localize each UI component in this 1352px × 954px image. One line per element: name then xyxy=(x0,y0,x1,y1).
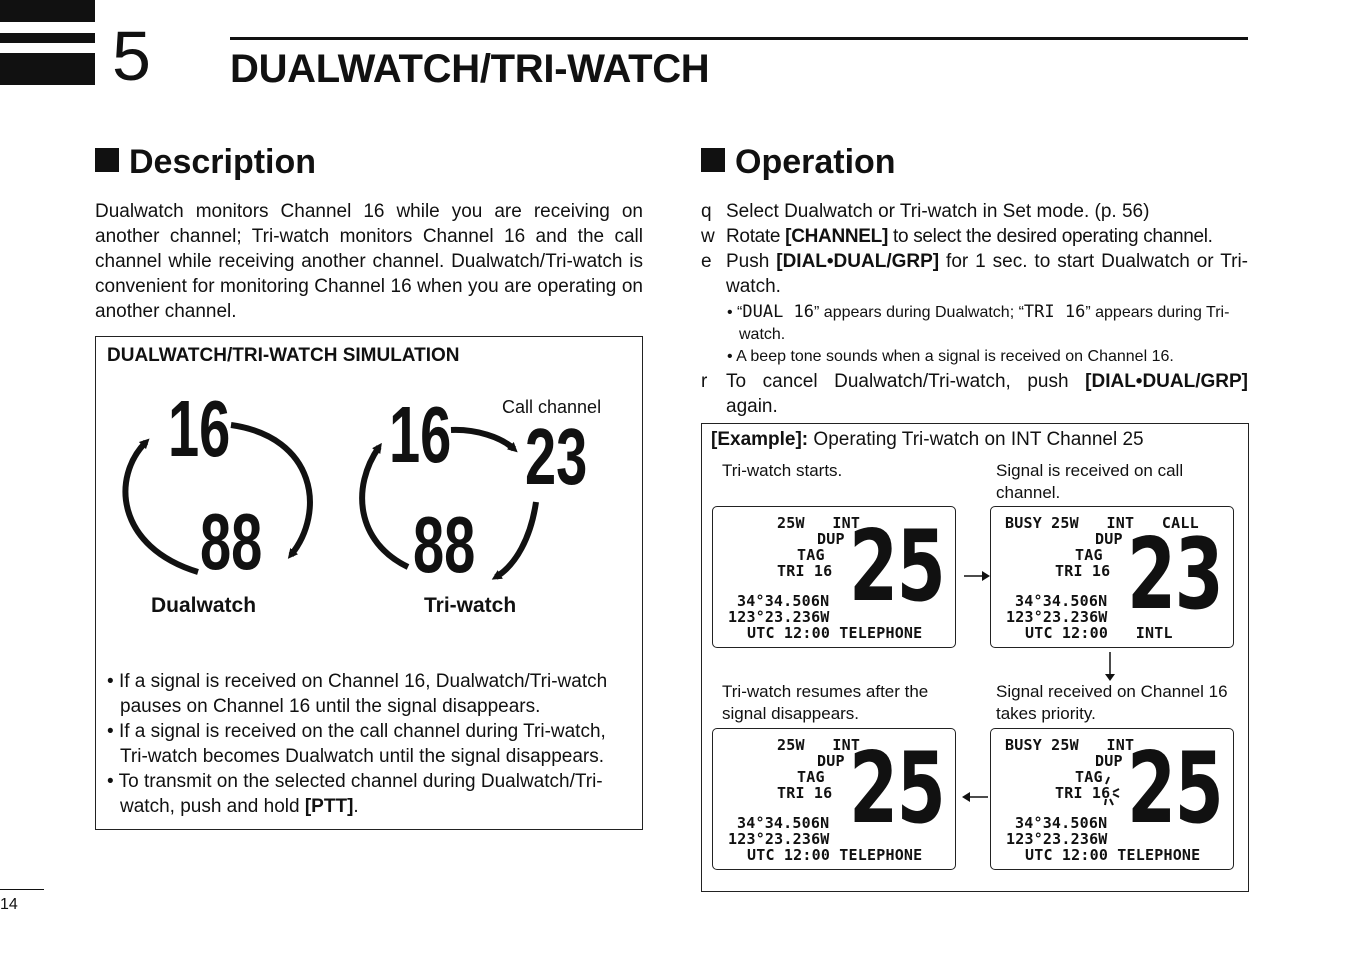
description-heading-text: Description xyxy=(129,143,317,181)
lcd-line: TRI 16 xyxy=(777,784,833,802)
step-2-number: w xyxy=(701,226,715,247)
operation-steps xyxy=(701,199,1248,419)
note-item: • If a signal is received on the call channel during Tri-watch, Tri-watch becomes Dualwatch until the signal disappears. xyxy=(107,721,606,767)
note-text: If a signal is received on Channel 16, Dualwatch/Tri-watch pauses on Channel 16 until the signal disappears. xyxy=(118,671,608,717)
dial-dual-key: [DIAL•DUAL/GRP] xyxy=(776,251,940,272)
page-number-rule xyxy=(0,889,44,890)
lcd-line: 34°34.506N xyxy=(1015,592,1108,610)
example-label: [Example]: xyxy=(711,429,809,450)
chapter-number: 5 xyxy=(112,17,151,95)
call-channel-label: Call channel xyxy=(502,397,602,417)
lcd-line: 34°34.506N xyxy=(737,814,830,832)
lcd-line: TRI 16 xyxy=(777,562,833,580)
step-1-text: Select Dualwatch or Tri-watch in Set mode. (p. 56) xyxy=(726,201,1150,222)
page-number: 14 xyxy=(0,896,18,913)
example-title-text: Operating Tri-watch on INT Channel 25 xyxy=(808,429,1144,450)
tri-arrow-top xyxy=(451,430,514,449)
example-box xyxy=(701,423,1249,892)
lcd-line: UTC 12:00 TELEPHONE xyxy=(747,624,923,642)
note-text: ” appears during Dualwatch; “ xyxy=(814,304,1024,321)
caption-1: Tri-watch starts. xyxy=(722,461,843,480)
chapter-rule xyxy=(230,37,1248,40)
dual-channel-88: 88 xyxy=(200,497,263,586)
example-flow-arrows xyxy=(702,424,1248,891)
lcd-line: 123°23.236W xyxy=(728,608,830,626)
note-text: ” appears during Tri-watch. xyxy=(739,304,1230,343)
step-3-note-1 xyxy=(701,301,1248,346)
step-3-number: e xyxy=(701,251,712,272)
description-heading xyxy=(95,142,316,182)
note-text: To transmit on the selected channel during Dualwatch/Tri-watch, push and hold xyxy=(118,771,603,817)
simulation-title: DUALWATCH/TRI-WATCH SIMULATION xyxy=(107,345,460,366)
description-body: Dualwatch monitors Channel 16 while you are receiving on another channel; Tri-watch monitors Channel 16 and the call channel while receiving another channel. Dualwatch/Tri-watch is convenient for monitoring Channel 16 when you are operating on another channel. xyxy=(95,201,643,322)
lcd-channel-number: 25 xyxy=(849,732,945,846)
tri-channel-16: 16 xyxy=(389,390,452,479)
lcd-line: 34°34.506N xyxy=(737,592,830,610)
step-3 xyxy=(701,249,1248,299)
section-square-icon xyxy=(95,148,119,172)
lcd-channel-number: 25 xyxy=(1127,732,1223,846)
step-3-text-end: for 1 sec. to start Dualwatch or Tri-watch. xyxy=(726,251,1248,297)
lcd-line: 123°23.236W xyxy=(1006,830,1108,848)
step-4-number: r xyxy=(701,371,708,392)
caption-2: Signal is received on call channel. xyxy=(996,461,1184,502)
step-1-number: q xyxy=(701,201,712,222)
lcd-line: DUP xyxy=(817,530,845,548)
step-4 xyxy=(701,369,1248,419)
lcd-line: 25W INT xyxy=(777,736,861,754)
lcd-line: UTC 12:00 TELEPHONE xyxy=(747,846,923,864)
lcd-line: TAG xyxy=(1075,768,1103,786)
tri-arrow-right xyxy=(496,502,536,577)
step-3-note-2: • A beep tone sounds when a signal is received on Channel 16. xyxy=(727,348,1174,365)
simulation-box xyxy=(95,336,643,830)
operation-heading-text: Operation xyxy=(735,143,896,181)
step-4-text: To cancel Dualwatch/Tri-watch, push xyxy=(726,371,1086,392)
simulation-notes xyxy=(107,669,635,819)
lcd-line: DUP xyxy=(817,752,845,770)
lcd-line: TAG xyxy=(1075,546,1103,564)
lcd-channel-number: 23 xyxy=(1127,518,1223,632)
lcd-tri-16: TRI 16 xyxy=(1023,302,1086,322)
lcd-line: 123°23.236W xyxy=(728,830,830,848)
lcd-line: DUP xyxy=(1095,752,1123,770)
lcd-line: BUSY 25W INT CALL xyxy=(1005,514,1199,532)
lcd-line: TRI 16 xyxy=(1055,784,1111,802)
operation-heading xyxy=(701,142,896,182)
step-2-text-end: to select the desired operating channel. xyxy=(888,226,1213,247)
flow-arrowhead-down xyxy=(1105,674,1115,681)
lcd-line: BUSY 25W INT xyxy=(1005,736,1135,754)
lcd-channel-number: 25 xyxy=(849,510,945,624)
triwatch-label: Tri-watch xyxy=(424,594,517,617)
chapter-tab-bar-top xyxy=(0,0,95,22)
note-text: • “ xyxy=(727,304,743,321)
step-3-text: Push xyxy=(726,251,777,272)
lcd-line: 25W INT xyxy=(777,514,861,532)
lcd-line: 123°23.236W xyxy=(1006,608,1108,626)
dial-dual-key: [DIAL•DUAL/GRP] xyxy=(1085,371,1248,392)
step-1 xyxy=(701,199,1248,224)
flow-arrowhead-left xyxy=(962,792,970,802)
lcd-line: TRI 16 xyxy=(1055,562,1111,580)
step-4-text-end: again. xyxy=(726,396,778,417)
channel-key: [CHANNEL] xyxy=(785,226,889,247)
chapter-tab-bar-bottom xyxy=(0,53,95,85)
note-text: If a signal is received on the call channel during Tri-watch, Tri-watch becomes Dualwatch until the signal disappears. xyxy=(118,721,606,767)
lcd-line: UTC 12:00 INTL xyxy=(1025,624,1173,642)
step-2 xyxy=(701,224,1248,249)
lcd-line: DUP xyxy=(1095,530,1123,548)
dual-channel-16: 16 xyxy=(168,384,231,473)
chapter-tab-bar-middle xyxy=(0,33,95,43)
step-2-text: Rotate xyxy=(726,226,786,247)
caption-3: Tri-watch resumes after the signal disappears. xyxy=(722,682,929,723)
caption-4: Signal received on Channel 16 takes priority. xyxy=(996,682,1228,723)
note-item: • To transmit on the selected channel during Dualwatch/Tri-watch, push and hold [PTT]. xyxy=(107,771,603,817)
lcd-line: UTC 12:00 TELEPHONE xyxy=(1025,846,1201,864)
ptt-key: [PTT] xyxy=(304,796,354,817)
tri-channel-23: 23 xyxy=(525,412,588,501)
lcd-dual-16: DUAL 16 xyxy=(742,302,815,322)
flow-arrowhead-right xyxy=(982,571,990,581)
lcd-line: 34°34.506N xyxy=(1015,814,1108,832)
chapter-title: DUALWATCH/TRI-WATCH xyxy=(230,47,710,91)
lcd-line: TAG xyxy=(797,546,825,564)
note-item: • If a signal is received on Channel 16, Dualwatch/Tri-watch pauses on Channel 16 until the signal disappears. xyxy=(107,671,608,717)
section-square-icon xyxy=(701,148,725,172)
note-text-end: . xyxy=(353,796,359,817)
lcd-line: TAG xyxy=(797,768,825,786)
tri-channel-88: 88 xyxy=(413,500,476,589)
dualwatch-label: Dualwatch xyxy=(151,594,257,617)
